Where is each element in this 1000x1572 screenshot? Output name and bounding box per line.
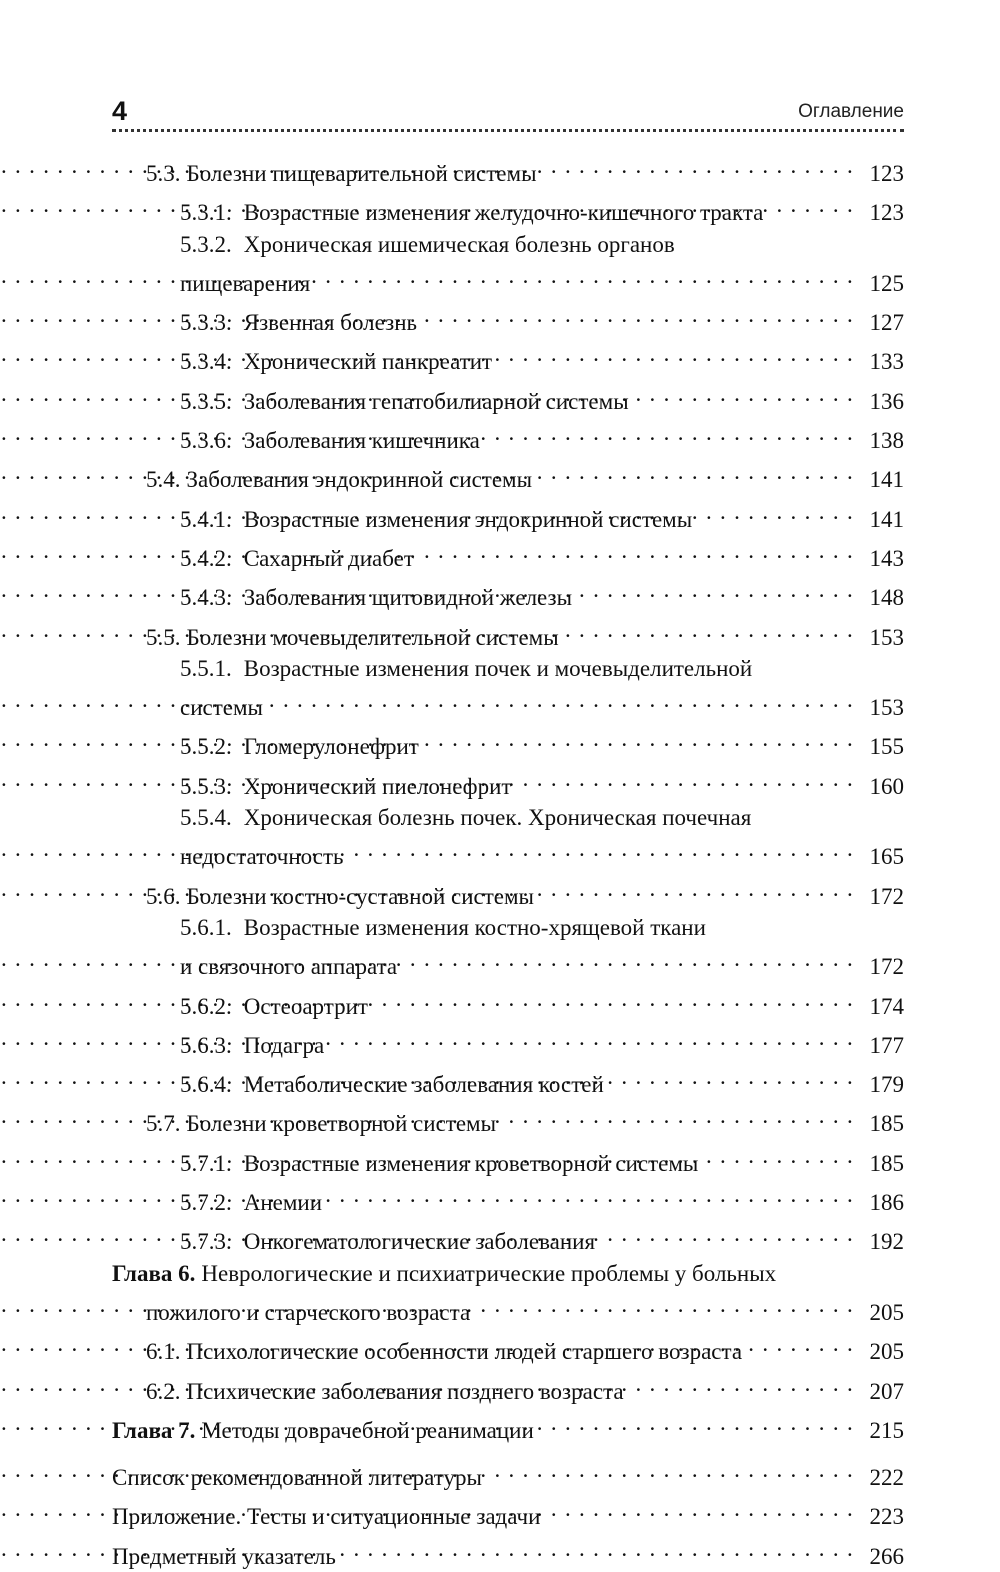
entry-number: 5.5.3.	[180, 773, 232, 799]
entry-title: Список рекомендованной литературы	[112, 1465, 482, 1491]
entry-title: Болезни мочевыделительной системы	[186, 624, 559, 650]
entry-number: 5.4.2.	[180, 545, 232, 571]
dot-leader	[639, 378, 854, 409]
toc-entry-5-4[interactable]	[112, 456, 904, 495]
entry-number: 5.4.	[146, 467, 181, 493]
toc-entry-5-7[interactable]	[112, 1100, 904, 1139]
toc-entry-literature[interactable]	[112, 1454, 904, 1493]
entry-title: Психические заболевания позднего возраста	[186, 1378, 624, 1404]
page-header	[112, 96, 904, 126]
entry-page: 155	[869, 734, 904, 760]
entry-title: Приложение. Тесты и ситуационные задачи	[112, 1504, 541, 1530]
entry-title: Метаболические заболевания костей	[243, 1072, 604, 1098]
entry-title: Заболевания эндокринной системы	[186, 467, 533, 493]
entry-number: 5.5.1.	[180, 655, 232, 681]
toc-entry-5-6-4[interactable]	[112, 1061, 904, 1100]
dot-leader	[492, 1454, 854, 1485]
toc-entry-5-6[interactable]	[112, 873, 904, 912]
entry-page: 127	[869, 310, 904, 336]
dot-leader	[490, 417, 854, 448]
dot-leader	[752, 1328, 854, 1359]
dot-leader	[708, 1140, 854, 1171]
toc-entry-5-5[interactable]	[112, 614, 904, 653]
entry-page: 223	[869, 1504, 904, 1530]
entry-page: 222	[869, 1465, 904, 1491]
dot-leader	[547, 150, 854, 181]
entry-page: 141	[869, 467, 904, 493]
dot-leader	[506, 1100, 854, 1131]
toc-entry-6-1[interactable]	[112, 1328, 904, 1367]
entry-title: Подагра	[243, 1032, 325, 1058]
entry-page: 205	[869, 1339, 904, 1365]
entry-number: 5.3.4.	[180, 349, 232, 375]
chapter-label: Глава 7.	[112, 1417, 196, 1443]
entry-page: 123	[869, 161, 904, 186]
entry-page: 165	[869, 844, 904, 870]
entry-title: Анемии	[243, 1190, 323, 1216]
entry-number: 5.3.3.	[180, 310, 232, 336]
dot-leader	[542, 456, 854, 487]
entry-page: 153	[869, 695, 904, 721]
dot-leader	[332, 1179, 854, 1210]
entry-page: 141	[869, 506, 904, 532]
entry-page: 215	[869, 1417, 904, 1443]
entry-title: Язвенная болезнь	[243, 310, 418, 336]
entry-title: Методы доврачебной реанимации	[201, 1417, 534, 1443]
entry-title-line2: пожилого и старческого возраста	[146, 1299, 471, 1325]
entry-title-line1: Хроническая болезнь почек. Хроническая почечная	[243, 805, 752, 831]
entry-title-line1: Хроническая ишемическая болезнь органов	[243, 231, 675, 257]
entry-page: 186	[869, 1190, 904, 1216]
entry-page: 266	[869, 1543, 904, 1569]
entry-title-line1: Возрастные изменения костно-хрящевой ткани	[243, 914, 706, 940]
table-of-contents	[112, 150, 904, 1572]
entry-title: Остеоартрит	[243, 993, 368, 1019]
toc-entry-5-7-3[interactable]	[112, 1218, 904, 1257]
entry-number: 5.6.	[146, 883, 181, 909]
entry-number: 6.1.	[146, 1339, 181, 1365]
section-gap	[112, 1446, 904, 1454]
entry-number: 5.6.1.	[180, 914, 232, 940]
entry-number: 5.4.3.	[180, 585, 232, 611]
dot-leader	[407, 943, 854, 974]
entry-page: 172	[869, 954, 904, 980]
entry-number: 5.3.6.	[180, 428, 232, 454]
entry-number: 5.7.1.	[180, 1150, 232, 1176]
toc-entry-5-5-1[interactable]	[112, 653, 904, 724]
entry-page: 143	[869, 545, 904, 571]
entry-number: 5.5.4.	[180, 805, 232, 831]
toc-entry-5-4-3[interactable]	[112, 574, 904, 613]
entry-page: 138	[869, 428, 904, 454]
entry-page: 179	[869, 1072, 904, 1098]
entry-page: 160	[869, 773, 904, 799]
entry-title-line2: пищеварения	[180, 270, 311, 296]
entry-page: 185	[869, 1111, 904, 1137]
entry-number: 5.3.	[146, 161, 181, 186]
toc-entry-5-3-4[interactable]	[112, 338, 904, 377]
toc-entry-index[interactable]	[112, 1533, 904, 1572]
page-number: 4	[112, 96, 128, 126]
header-dotted-rule	[112, 129, 904, 132]
entry-title: Болезни кроветворной системы	[186, 1111, 497, 1137]
entry-title: Хронический панкреатит	[243, 349, 493, 375]
dot-leader	[346, 1533, 854, 1564]
entry-page: 207	[869, 1378, 904, 1404]
dot-leader	[614, 1061, 854, 1092]
dot-leader	[378, 983, 854, 1014]
toc-entry-5-7-2[interactable]	[112, 1179, 904, 1218]
dot-leader	[424, 535, 854, 566]
toc-entry-5-3-1[interactable]	[112, 189, 904, 228]
entry-number: 5.5.	[146, 624, 181, 650]
entry-number: 5.7.3.	[180, 1229, 232, 1255]
entry-page: 136	[869, 388, 904, 414]
entry-number: 5.6.4.	[180, 1072, 232, 1098]
toc-entry-appendix[interactable]	[112, 1493, 904, 1532]
toc-entry-5-3-5[interactable]	[112, 378, 904, 417]
toc-entry-5-6-1[interactable]	[112, 912, 904, 983]
toc-entry-5-4-2[interactable]	[112, 535, 904, 574]
toc-entry-5-5-3[interactable]	[112, 763, 904, 802]
entry-page: 125	[869, 270, 904, 296]
toc-entry-5-3-3[interactable]	[112, 299, 904, 338]
entry-title: Заболевания гепатобилиарной системы	[243, 388, 629, 414]
dot-leader	[502, 338, 854, 369]
entry-title: Возрастные изменения кроветворной системы	[243, 1150, 699, 1176]
entry-title: Заболевания кишечника	[243, 428, 480, 454]
dot-leader	[427, 299, 854, 330]
dot-leader	[569, 614, 854, 645]
entry-title-line1: Возрастные изменения почек и мочевыделительной	[243, 655, 753, 681]
toc-entry-5-6-3[interactable]	[112, 1022, 904, 1061]
entry-number: 5.5.2.	[180, 734, 232, 760]
entry-title: Гломерулонефрит	[243, 734, 419, 760]
dot-leader	[544, 873, 854, 904]
entry-title: Болезни костно-суставной системы	[186, 883, 535, 909]
entry-page: 123	[869, 200, 904, 226]
entry-number: 5.6.2.	[180, 993, 232, 1019]
entry-number: 5.3.2.	[180, 231, 232, 257]
toc-entry-5-3[interactable]	[112, 150, 904, 189]
entry-title: Хронический пиелонефрит	[243, 773, 512, 799]
entry-number: 5.3.1.	[180, 200, 232, 226]
dot-leader	[354, 833, 855, 864]
entry-title: Болезни пищеварительной системы	[186, 161, 537, 186]
entry-number: 5.4.1.	[180, 506, 232, 532]
entry-title-line2: недостаточность	[180, 844, 344, 870]
entry-page: 148	[869, 585, 904, 611]
entry-number: 6.2.	[146, 1378, 181, 1404]
entry-page: 205	[869, 1299, 904, 1325]
entry-title: Онкогематологические заболевания	[243, 1229, 596, 1255]
toc-entry-5-6-2[interactable]	[112, 983, 904, 1022]
entry-title: Предметный указатель	[112, 1543, 336, 1569]
toc-entry-5-7-1[interactable]	[112, 1140, 904, 1179]
entry-title: Заболевания щитовидной железы	[243, 585, 573, 611]
entry-title-line1: Неврологические и психиатрические проблемы у больных	[201, 1260, 777, 1286]
entry-page: 174	[869, 993, 904, 1019]
toc-entry-chapter-6[interactable]	[112, 1258, 904, 1329]
running-head: Оглавление	[798, 101, 904, 122]
entry-page: 177	[869, 1032, 904, 1058]
entry-page: 172	[869, 883, 904, 909]
entry-page: 185	[869, 1150, 904, 1176]
dot-leader	[582, 574, 854, 605]
entry-number: 5.7.2.	[180, 1190, 232, 1216]
toc-entry-5-3-6[interactable]	[112, 417, 904, 456]
toc-entry-5-4-1[interactable]	[112, 496, 904, 535]
toc-entry-5-5-2[interactable]	[112, 723, 904, 762]
entry-number: 5.3.5.	[180, 388, 232, 414]
entry-page: 153	[869, 624, 904, 650]
chapter-label: Глава 6.	[112, 1260, 196, 1286]
dot-leader	[480, 1289, 854, 1320]
toc-entry-5-3-2[interactable]	[112, 229, 904, 300]
dot-leader	[773, 189, 854, 220]
toc-entry-6-2[interactable]	[112, 1368, 904, 1407]
dot-leader	[544, 1407, 854, 1438]
dot-leader	[521, 763, 854, 794]
entry-page: 192	[869, 1229, 904, 1255]
dot-leader	[605, 1218, 854, 1249]
entry-title: Сахарный диабет	[243, 545, 414, 571]
entry-number: 5.7.	[146, 1111, 181, 1137]
entry-title-line2: системы	[180, 695, 263, 721]
entry-title: Психологические особенности людей старшего возраста	[186, 1339, 743, 1365]
dot-leader	[634, 1368, 854, 1399]
entry-page: 133	[869, 349, 904, 375]
dot-leader	[702, 496, 854, 527]
entry-title: Возрастные изменения эндокринной системы	[243, 506, 693, 532]
dot-leader	[334, 1022, 854, 1053]
entry-title: Возрастные изменения желудочно-кишечного тракта	[243, 200, 764, 226]
dot-leader	[550, 1493, 854, 1524]
dot-leader	[320, 260, 854, 291]
entry-number: 5.6.3.	[180, 1032, 232, 1058]
dot-leader	[273, 684, 854, 715]
entry-title-line2: и связочного аппарата	[180, 954, 398, 980]
dot-leader	[429, 723, 854, 754]
toc-entry-chapter-7[interactable]	[112, 1407, 904, 1446]
toc-entry-5-5-4[interactable]	[112, 802, 904, 873]
